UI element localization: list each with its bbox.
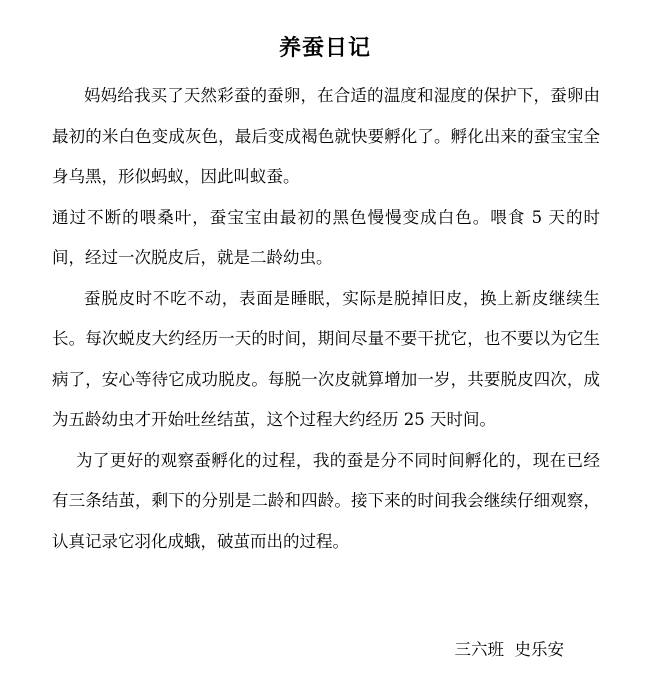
document-body bbox=[52, 76, 600, 562]
paragraph-1: 妈妈给我买了天然彩蚕的蚕卵，在合适的温度和湿度的保护下，蚕卵由最初的米白色变成灰色，最后变成褐色就快要孵化了。孵化出来的蚕宝宝全身乌黑，形似蚂蚁，因此叫蚁蚕。 bbox=[52, 86, 600, 186]
document-title: 养蚕日记 bbox=[278, 36, 371, 61]
author-signature: 三六班 史乐安 bbox=[454, 640, 564, 659]
paragraph-2: 通过不断的喂桑叶，蚕宝宝由最初的黑色慢慢变成白色。喂食 5 天的时间，经过一次脱皮后，就是二龄幼虫。 bbox=[52, 207, 600, 267]
paragraph-3: 蚕脱皮时不吃不动，表面是睡眠，实际是脱掉旧皮，换上新皮继续生长。每次蜕皮大约经历一天的时间，期间尽量不要干扰它，也不要以为它生病了，安心等待它成功脱皮。每脱一次皮就算增加一岁，共要脱皮四次，成为五龄幼虫才开始吐丝结茧，这个过程大约经历 25 天时间。 bbox=[52, 288, 600, 429]
paragraph-4: 为了更好的观察蚕孵化的过程，我的蚕是分不同时间孵化的，现在已经有三条结茧，剩下的分别是二龄和四龄。接下来的时间我会继续仔细观察，认真记录它羽化成蛾，破茧而出的过程。 bbox=[52, 450, 600, 551]
